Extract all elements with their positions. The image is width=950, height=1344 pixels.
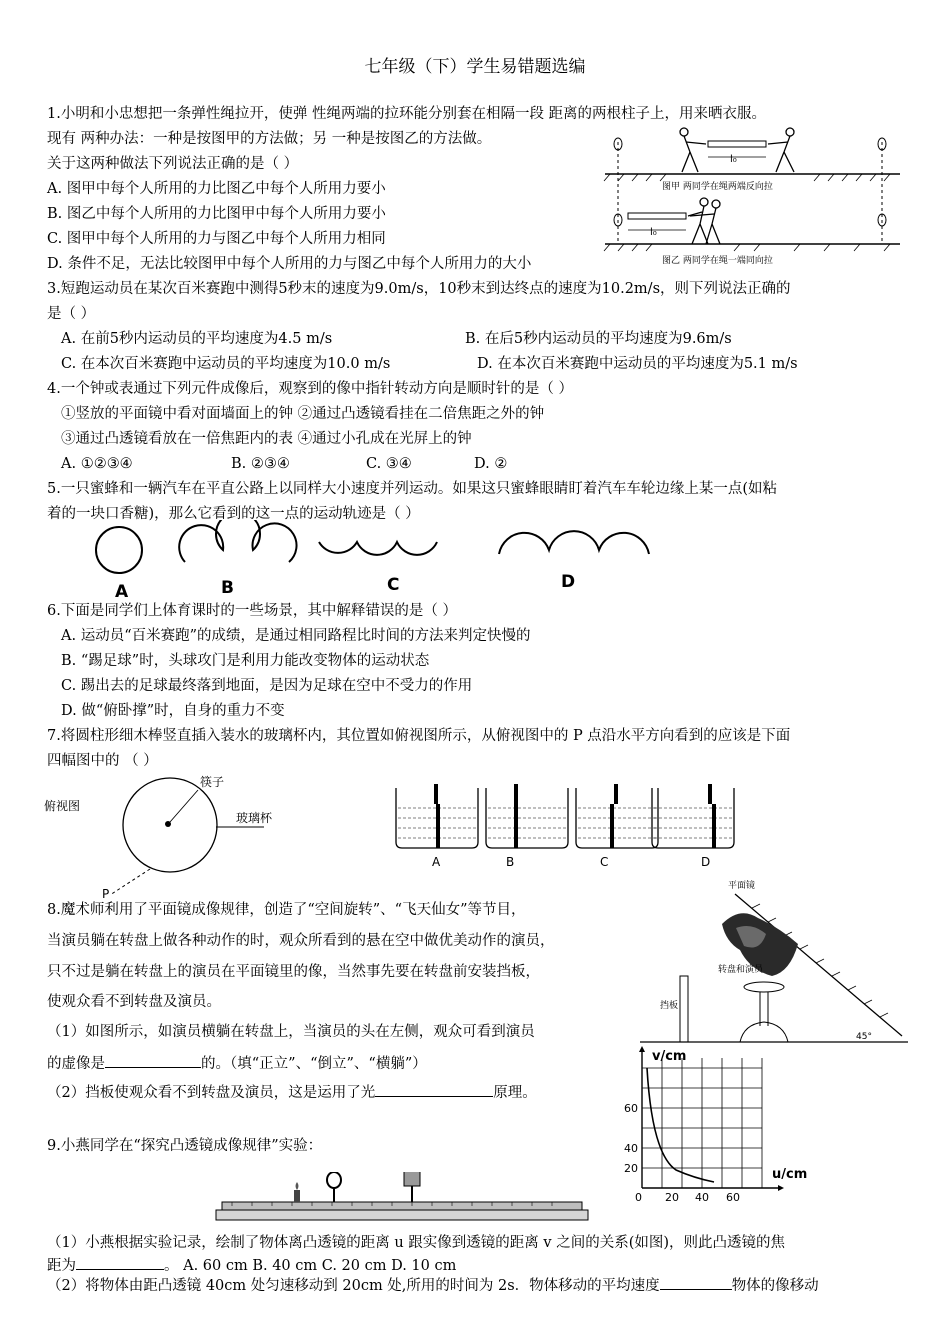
lens-icon [327,1172,341,1188]
flame-icon [296,1182,299,1190]
q8-angle-label: 45° [856,1032,872,1042]
option-b-rod [514,784,518,848]
q7-chopstick-label: 筷子 [200,775,225,789]
q3-option-b: B. 在后5秒内运动员的平均速度为9.6m/s [465,331,732,347]
q9-part1-options: 。 A. 60 cm B. 40 cm C. 20 cm D. 10 cm [164,1258,457,1274]
q1-caption-1: 图甲 两同学在绳两端反向拉 [662,182,773,192]
q7-line-2: 四幅图中的 （ ） [47,753,158,769]
q4-items-1: ①竖放的平面镜中看对面墙面上的钟 ②通过凸透镜看挂在二倍焦距之外的钟 [61,406,545,422]
q9-line-1: 9.小燕同学在“探究凸透镜成像规律”实验： [47,1138,323,1154]
person-icon [768,128,794,172]
q5-label-b: B [221,578,234,598]
q1-option-b: B. 图乙中每个人所用的力比图甲中每个人所用力要小 [47,206,386,222]
q1-l0-label-1: l₀ [730,154,737,165]
q9-ytick-40: 40 [624,1142,638,1155]
option-a-rod-bottom [436,804,440,848]
q1-rope-figure [600,124,905,270]
q8-part2-suffix: 原理。 [493,1085,537,1101]
q7-top-view-figure [40,770,340,900]
q8-part1-suffix: 的。（填“正立”、“倒立”、“横躺”） [201,1056,427,1072]
q9-part2-prefix: （2）将物体由距凸透镜 40cm 处匀速移动到 20cm 处,所用的时间为 2s．物体移动的平均速度 [47,1278,660,1294]
q4-option-d: D. ② [474,456,508,472]
page-title: 七年级（下）学生易错题选编 [364,57,586,77]
q7-p-label: P [102,887,110,900]
q8-mirror-label: 平面镜 [728,881,756,891]
bench-rail [216,1210,588,1220]
q9-part1-prefix: 距为 [47,1258,76,1274]
q4-line-1: 4.一个钟或表通过下列元件成像后，观察到的像中指针转动方向是顺时针的是（ ） [47,381,573,397]
q6-option-b: B. “踢足球”时，头球攻门是利用力能改变物体的运动状态 [61,653,430,669]
q9-ytick-20: 20 [624,1162,638,1175]
q8-turntable-label: 转盘和演员 [718,965,764,975]
q5-label-d: D [561,572,576,592]
q4-option-c: C. ③④ [366,456,412,472]
q5-label-a: A [115,582,129,600]
screen-icon [404,1172,420,1186]
q6-line-1: 6.下面是同学们上体育课时的一些场景，其中解释错误的是（ ） [47,603,457,619]
turntable-top [744,982,784,992]
option-c-rod-bottom [610,804,614,848]
q7-label-c: C [600,855,609,869]
q1-line-3: 关于这两种做法下列说法正确的是（ ） [47,156,299,172]
post-right-icon [878,138,886,244]
trajectory-d [499,531,649,554]
q8-answer-blank-1[interactable] [105,1051,201,1068]
person-icon [680,128,706,172]
q9-uv-graph [618,1046,828,1204]
trajectory-b [179,520,296,562]
q5-trajectory-figure [85,520,665,600]
q1-line-2: 现有 两种办法：一种是按图甲的方法做；另 一种是按图乙的方法做。 [47,131,492,147]
q1-option-a: A. 图甲中每个人所用的力比图乙中每个人所用力要小 [47,181,386,197]
q9-answer-blank-1[interactable] [76,1253,164,1270]
person-icon [688,198,708,244]
q7-label-b: B [506,855,515,869]
q9-xtick-60: 60 [726,1191,740,1204]
q3-line-2: 是（ ） [47,306,96,322]
q4-option-b: B. ②③④ [231,456,290,472]
q7-line-1: 7.将圆柱形细木棒竖直插入装水的玻璃杯内，其位置如俯视图所示，从俯视图中的 P 点沿水平方向看到的应该是下面 [47,728,791,744]
q5-label-c: C [387,575,400,595]
q8-line-1: 8.魔术师利用了平面镜成像规律，创造了“空间旋转”、“飞天仙女”等节目， [47,902,526,918]
q9-part2-suffix: 物体的像移动 [731,1278,819,1294]
q5-line-1: 5.一只蜜蜂和一辆汽车在平直公路上以同样大小速度并列运动。如果这只蜜蜂眼睛盯着汽车车轮边缘上某一点(如粘 [47,481,777,497]
q9-xtick-40: 40 [695,1191,709,1204]
q6-option-c: C. 踢出去的足球最终落到地面，是因为足球在空中不受力的作用 [61,678,473,694]
q1-option-d: D. 条件不足，无法比较图甲中每个人所用的力与图乙中每个人所用力的大小 [47,256,532,272]
q7-top-view-label: 俯视图 [44,799,81,813]
q9-part2-line [47,1273,819,1296]
q1-line-1: 1.小明和小忠想把一条弹性绳拉开，使弹 性绳两端的拉环能分别套在相隔一段 距离的两根柱子上，用来晒衣服。 [47,106,767,122]
option-d-rod-bottom [712,804,716,848]
q9-ytick-60: 60 [624,1102,638,1115]
q9-part1-line-1: （1）小燕根据实验记录，绘制了物体离凸透镜的距离 u 跟实像到透镜的距离 v 之间的关系(如图)，则此凸透镜的焦 [47,1235,786,1251]
q3-option-a: A. 在前5秒内运动员的平均速度为4.5 m/s [61,331,333,347]
q5-line-2: 着的一块口香糖)，那么它看到的这一点的运动轨迹是（ ） [47,506,420,522]
uv-curve [647,1068,714,1182]
q7-glass-label: 玻璃杯 [236,811,273,825]
option-c-rod-top [614,784,618,804]
q8-part1-prefix: 的虚像是 [47,1056,105,1072]
q7-label-a: A [432,855,441,869]
q8-answer-blank-2[interactable] [375,1080,493,1097]
q8-board-label: 挡板 [660,1001,679,1011]
trajectory-c [319,542,437,555]
option-a-rod-top [434,784,438,804]
q8-line-3: 只不过是躺在转盘上的演员在平面镜里的像，当然事先要在转盘前安装挡板， [47,964,540,980]
q6-option-d: D. 做“俯卧撑”时，自身的重力不变 [61,703,285,719]
q8-part2-line [47,1080,537,1103]
q8-part2-prefix: （2）挡板使观众看不到转盘及演员，这是运用了光 [47,1085,376,1101]
post-left-icon [614,138,622,244]
q9-answer-blank-2[interactable] [660,1273,732,1290]
q4-option-a: A. ①②③④ [61,456,133,472]
q9-optical-bench [212,1172,592,1232]
q7-label-d: D [701,855,711,869]
candle-icon [294,1190,300,1202]
q9-xtick-20: 20 [665,1191,679,1204]
q3-option-c: C. 在本次百米赛跑中运动员的平均速度为10.0 m/s [61,356,391,372]
option-d-rod-top [708,784,712,804]
q8-part1-line-2 [47,1051,427,1074]
q8-part1-line-1: （1）如图所示，如演员横躺在转盘上，当演员的头在左侧，观众可看到演员 [47,1024,535,1040]
q9-xtick-0: 0 [635,1191,642,1204]
q3-line-1: 3.短跑运动员在某次百米赛跑中测得5秒末的速度为9.0m/s，10秒末到达终点的速度为10.2m/s，则下列说法正确的 [47,281,791,297]
q8-line-4: 使观众看不到转盘及演员。 [47,994,221,1010]
q3-option-d: D. 在本次百米赛跑中运动员的平均速度为5.1 m/s [477,356,798,372]
q8-line-2: 当演员躺在转盘上做各种动作的时，观众所看到的悬在空中做优美动作的演员， [47,933,555,949]
q9-ylabel: v/cm [652,1049,687,1064]
q1-option-c: C. 图甲中每个人所用的力与图乙中每个人所用力相同 [47,231,386,247]
q1-l0-label-2: l₀ [650,227,657,238]
board-rect [680,976,688,1042]
trajectory-a [96,527,142,573]
q9-xlabel: u/cm [772,1167,808,1182]
q6-option-a: A. 运动员“百米赛跑”的成绩，是通过相同路程比时间的方法来判定快慢的 [61,628,531,644]
q8-magic-figure [640,876,910,1046]
q4-items-2: ③通过凸透镜看放在一倍焦距内的表 ④通过小孔成在光屏上的钟 [61,431,472,447]
q7-options-figure [390,784,735,874]
q1-caption-2: 图乙 两同学在绳一端同向拉 [662,256,773,266]
